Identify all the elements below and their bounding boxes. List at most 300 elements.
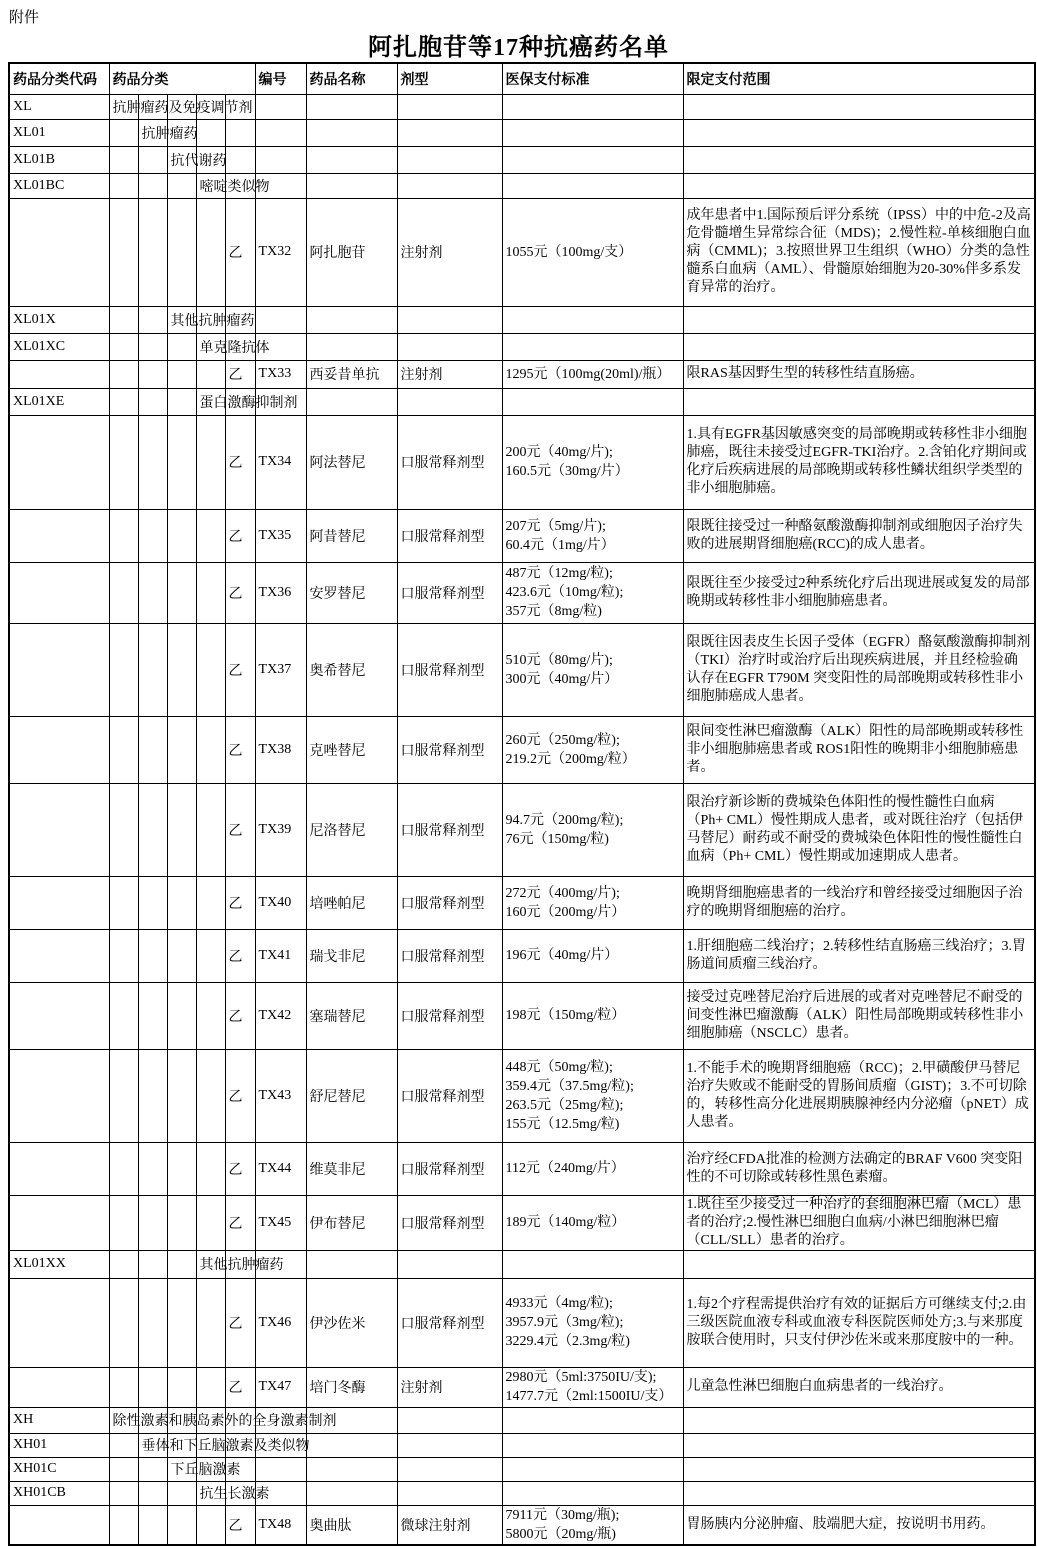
cell-class-indent (138, 1250, 167, 1278)
cell-class-indent (167, 1367, 196, 1407)
cell-drug-name: 西妥昔单抗 (306, 360, 397, 388)
cell-payment-scope (683, 119, 1035, 146)
cell-class-indent (196, 562, 225, 623)
cell-category-code: XL01B (9, 146, 109, 173)
cell-class-indent (109, 929, 138, 982)
cell-drug-name: 塞瑞替尼 (306, 982, 397, 1049)
drug-row (9, 1505, 1035, 1545)
cell-class-indent (196, 198, 225, 306)
cell-class-indent (167, 876, 196, 929)
cell-dosage-form: 口服常释剂型 (397, 1049, 502, 1142)
category-row (9, 306, 1035, 333)
cell-payment-standard: 510元（80mg/片); 300元（40mg/片） (502, 623, 683, 716)
cell-dosage-form (397, 119, 502, 146)
cell-class-indent (138, 929, 167, 982)
cell-category-code (9, 1278, 109, 1367)
cell-class-indent (138, 1142, 167, 1195)
header-payment-standard: 医保支付标准 (502, 63, 683, 94)
drug-row (9, 360, 1035, 388)
cell-pay-class: 乙 (225, 509, 255, 562)
cell-class-indent (167, 623, 196, 716)
cell-class-indent: 抗肿瘤药 (138, 119, 167, 146)
cell-dosage-form: 口服常释剂型 (397, 783, 502, 876)
cell-category-code (9, 929, 109, 982)
cell-dosage-form: 口服常释剂型 (397, 929, 502, 982)
cell-payment-standard: 7911元（30mg/瓶); 5800元（20mg/瓶) (502, 1505, 683, 1545)
cell-category-code: XL01 (9, 119, 109, 146)
cell-drug-no: TX39 (255, 783, 306, 876)
cell-class-indent: 嘧啶类似物 (196, 173, 225, 198)
cell-payment-standard (502, 1481, 683, 1505)
cell-payment-standard: 1295元（100mg(20ml)/瓶） (502, 360, 683, 388)
cell-dosage-form (397, 1481, 502, 1505)
cell-class-indent (167, 929, 196, 982)
cell-payment-standard: 260元（250mg/粒); 219.2元（200mg/粒） (502, 716, 683, 783)
cell-class-indent (109, 982, 138, 1049)
cell-class-indent (109, 1433, 138, 1457)
cell-payment-standard: 207元（5mg/片); 60.4元（1mg/片） (502, 509, 683, 562)
cell-payment-standard (502, 388, 683, 415)
cell-drug-no: TX36 (255, 562, 306, 623)
cell-class-indent (109, 1049, 138, 1142)
header-drug-name: 药品名称 (306, 63, 397, 94)
cell-payment-scope: 晚期肾细胞癌患者的一线治疗和曾经接受过细胞因子治疗的晚期肾细胞癌的治疗。 (683, 876, 1035, 929)
cell-drug-no: TX47 (255, 1367, 306, 1407)
drug-list-table (8, 62, 1036, 1546)
cell-payment-scope: 限既往因表皮生长因子受体（EGFR）酪氨酸激酶抑制剂（TKI）治疗时或治疗后出现疾病进展，并且经检验确认存在EGFR T790M 突变阳性的局部晚期或转移性非小细胞肺癌成人患者。 (683, 623, 1035, 716)
category-row (9, 1481, 1035, 1505)
cell-category-code (9, 783, 109, 876)
cell-payment-scope (683, 1481, 1035, 1505)
cell-class-indent (196, 876, 225, 929)
cell-pay-class: 乙 (225, 929, 255, 982)
cell-class-indent (109, 783, 138, 876)
cell-drug-no: TX38 (255, 716, 306, 783)
cell-drug-no: TX32 (255, 198, 306, 306)
cell-class-indent (138, 1505, 167, 1545)
cell-dosage-form (397, 1407, 502, 1433)
cell-category-code (9, 415, 109, 509)
category-row (9, 333, 1035, 360)
cell-payment-scope (683, 94, 1035, 119)
cell-class-indent: 抗生长激素 (196, 1481, 225, 1505)
cell-dosage-form: 注射剂 (397, 1367, 502, 1407)
cell-class-indent (167, 1195, 196, 1250)
cell-category-code (9, 1195, 109, 1250)
drug-row (9, 1049, 1035, 1142)
cell-drug-no: TX41 (255, 929, 306, 982)
cell-payment-scope (683, 306, 1035, 333)
drug-row (9, 1367, 1035, 1407)
cell-drug-no (255, 119, 306, 146)
cell-dosage-form: 微球注射剂 (397, 1505, 502, 1545)
cell-drug-name (306, 119, 397, 146)
cell-payment-standard: 112元（240mg/片） (502, 1142, 683, 1195)
cell-pay-class: 乙 (225, 1195, 255, 1250)
cell-category-code: XH01CB (9, 1481, 109, 1505)
cell-payment-standard: 94.7元（200mg/粒); 76元（150mg/粒) (502, 783, 683, 876)
cell-drug-name (306, 1457, 397, 1481)
cell-drug-no (255, 306, 306, 333)
cell-class-indent (138, 415, 167, 509)
cell-payment-scope: 限既往至少接受过2种系统化疗后出现进展或复发的局部晚期或转移性非小细胞肺癌患者。 (683, 562, 1035, 623)
cell-category-code (9, 1367, 109, 1407)
cell-payment-standard: 198元（150mg/粒） (502, 982, 683, 1049)
cell-drug-no: TX33 (255, 360, 306, 388)
header-row (9, 63, 1035, 94)
cell-payment-standard: 448元（50mg/粒); 359.4元（37.5mg/粒); 263.5元（25mg/粒); 155元（12.5mg/粒) (502, 1049, 683, 1142)
cell-class-indent (109, 623, 138, 716)
cell-category-code (9, 716, 109, 783)
cell-class-indent (109, 306, 138, 333)
cell-drug-no: TX44 (255, 1142, 306, 1195)
cell-drug-no (255, 146, 306, 173)
cell-payment-standard (502, 333, 683, 360)
cell-class-indent (109, 1195, 138, 1250)
cell-pay-class: 乙 (225, 783, 255, 876)
cell-dosage-form: 口服常释剂型 (397, 1195, 502, 1250)
cell-class-indent: 抗肿瘤药及免疫调节剂 (109, 94, 138, 119)
cell-class-indent (138, 1481, 167, 1505)
category-row (9, 119, 1035, 146)
drug-row (9, 623, 1035, 716)
cell-pay-class: 乙 (225, 876, 255, 929)
cell-payment-scope: 限既往接受过一种酪氨酸激酶抑制剂或细胞因子治疗失败的进展期肾细胞癌(RCC)的成人患者。 (683, 509, 1035, 562)
cell-class-indent (196, 982, 225, 1049)
cell-pay-class: 乙 (225, 1142, 255, 1195)
cell-class-indent: 抗代谢药 (167, 146, 196, 173)
header-no: 编号 (255, 63, 306, 94)
cell-class-indent (138, 509, 167, 562)
drug-row (9, 929, 1035, 982)
cell-dosage-form (397, 173, 502, 198)
page-title: 阿扎胞苷等17种抗癌药名单 (368, 35, 669, 61)
cell-class-indent (138, 360, 167, 388)
cell-drug-name (306, 1250, 397, 1278)
category-row (9, 173, 1035, 198)
cell-drug-name: 阿法替尼 (306, 415, 397, 509)
cell-class-indent (167, 982, 196, 1049)
cell-payment-scope: 1.肝细胞癌二线治疗；2.转移性结直肠癌三线治疗；3.胃肠道间质瘤三线治疗。 (683, 929, 1035, 982)
cell-pay-class: 乙 (225, 1049, 255, 1142)
cell-drug-name: 舒尼替尼 (306, 1049, 397, 1142)
cell-payment-scope (683, 388, 1035, 415)
cell-class-indent (138, 783, 167, 876)
cell-drug-name: 安罗替尼 (306, 562, 397, 623)
cell-class-indent (138, 982, 167, 1049)
cell-drug-no (255, 1457, 306, 1481)
cell-dosage-form (397, 333, 502, 360)
cell-drug-name: 克唑替尼 (306, 716, 397, 783)
cell-class-indent (109, 1367, 138, 1407)
cell-pay-class: 乙 (225, 1278, 255, 1367)
cell-drug-no: TX37 (255, 623, 306, 716)
cell-dosage-form (397, 306, 502, 333)
cell-drug-name: 奥希替尼 (306, 623, 397, 716)
category-row (9, 146, 1035, 173)
cell-class-indent (109, 1278, 138, 1367)
cell-drug-name: 培唑帕尼 (306, 876, 397, 929)
cell-category-code (9, 360, 109, 388)
cell-payment-scope (683, 333, 1035, 360)
cell-payment-standard (502, 1250, 683, 1278)
cell-pay-class: 乙 (225, 623, 255, 716)
cell-class-indent (138, 388, 167, 415)
cell-category-code: XH01 (9, 1433, 109, 1457)
cell-payment-scope: 1.具有EGFR基因敏感突变的局部晚期或转移性非小细胞肺癌，既往未接受过EGFR-TKI治疗。2.含铂化疗期间或化疗后疾病进展的局部晚期或转移性鳞状组织学类型的非小细胞肺癌。 (683, 415, 1035, 509)
cell-payment-scope (683, 146, 1035, 173)
cell-class-indent (109, 1505, 138, 1545)
cell-drug-name: 阿昔替尼 (306, 509, 397, 562)
cell-pay-class: 乙 (225, 716, 255, 783)
cell-category-code (9, 1505, 109, 1545)
cell-class-indent (167, 783, 196, 876)
cell-class-indent (138, 1278, 167, 1367)
cell-class-indent (167, 1505, 196, 1545)
drug-row (9, 1195, 1035, 1250)
cell-payment-standard (502, 173, 683, 198)
cell-class-indent (167, 388, 196, 415)
cell-class-indent (109, 198, 138, 306)
cell-dosage-form (397, 146, 502, 173)
cell-payment-scope: 限RAS基因野生型的转移性结直肠癌。 (683, 360, 1035, 388)
category-row (9, 1250, 1035, 1278)
cell-drug-name: 阿扎胞苷 (306, 198, 397, 306)
cell-dosage-form: 口服常释剂型 (397, 716, 502, 783)
cell-category-code (9, 1142, 109, 1195)
drug-row (9, 1278, 1035, 1367)
drug-row (9, 783, 1035, 876)
cell-class-indent (109, 1250, 138, 1278)
cell-category-code (9, 623, 109, 716)
cell-class-indent (167, 1250, 196, 1278)
cell-drug-name: 伊布替尼 (306, 1195, 397, 1250)
cell-payment-scope: 1.每2个疗程需提供治疗有效的证据后方可继续支付;2.由三级医院血液专科或血液专科医院医师处方;3.与来那度胺联合使用时，只支付伊沙佐米或来那度胺中的一种。 (683, 1278, 1035, 1367)
cell-drug-name: 培门冬酶 (306, 1367, 397, 1407)
cell-payment-scope: 治疗经CFDA批准的检测方法确定的BRAF V600 突变阳性的不可切除或转移性黑色素瘤。 (683, 1142, 1035, 1195)
cell-payment-standard (502, 1407, 683, 1433)
cell-class-indent (109, 146, 138, 173)
cell-class-indent (196, 119, 225, 146)
cell-drug-name (306, 306, 397, 333)
cell-dosage-form: 口服常释剂型 (397, 876, 502, 929)
cell-category-code (9, 509, 109, 562)
header-dosage-form: 剂型 (397, 63, 502, 94)
cell-class-indent (109, 1481, 138, 1505)
cell-class-indent (196, 1142, 225, 1195)
cell-drug-no: TX46 (255, 1278, 306, 1367)
cell-class-indent (167, 562, 196, 623)
cell-payment-scope: 1.既往至少接受过一种治疗的套细胞淋巴瘤（MCL）患者的治疗;2.慢性淋巴细胞白血病/小淋巴细胞淋巴瘤（CLL/SLL）患者的治疗。 (683, 1195, 1035, 1250)
cell-class-indent (167, 198, 196, 306)
cell-payment-scope (683, 1457, 1035, 1481)
cell-payment-scope (683, 1250, 1035, 1278)
cell-class-indent (167, 1278, 196, 1367)
cell-class-indent (196, 1049, 225, 1142)
cell-class-indent (138, 1195, 167, 1250)
cell-pay-class (225, 146, 255, 173)
cell-class-indent (109, 876, 138, 929)
cell-payment-standard (502, 94, 683, 119)
cell-class-indent (196, 360, 225, 388)
cell-class-indent (138, 333, 167, 360)
cell-drug-name: 伊沙佐米 (306, 1278, 397, 1367)
cell-payment-standard: 189元（140mg/粒） (502, 1195, 683, 1250)
drug-row (9, 982, 1035, 1049)
cell-dosage-form: 口服常释剂型 (397, 509, 502, 562)
category-row (9, 1407, 1035, 1433)
cell-class-indent: 下丘脑激素 (167, 1457, 196, 1481)
cell-drug-no: TX35 (255, 509, 306, 562)
cell-payment-scope: 限间变性淋巴瘤激酶（ALK）阳性的局部晚期或转移性非小细胞肺癌患者或 ROS1阳性的晚期非小细胞肺癌患者。 (683, 716, 1035, 783)
cell-dosage-form: 口服常释剂型 (397, 1142, 502, 1195)
cell-drug-name (306, 173, 397, 198)
cell-payment-scope: 限治疗新诊断的费城染色体阳性的慢性髓性白血病（Ph+ CML）慢性期成人患者，或对既往治疗（包括伊马替尼）耐药或不耐受的费城染色体阳性的慢性髓性白血病（Ph+ CML）慢性期或加速期成人患者。 (683, 783, 1035, 876)
cell-payment-scope (683, 173, 1035, 198)
cell-class-indent (167, 1049, 196, 1142)
drug-row (9, 198, 1035, 306)
cell-class-indent (167, 716, 196, 783)
cell-class-indent (109, 509, 138, 562)
cell-class-indent (167, 360, 196, 388)
cell-drug-no: TX34 (255, 415, 306, 509)
cell-category-code (9, 876, 109, 929)
cell-payment-standard (502, 119, 683, 146)
cell-class-indent (167, 333, 196, 360)
cell-class-indent (138, 306, 167, 333)
cell-drug-name (306, 388, 397, 415)
drug-row (9, 509, 1035, 562)
cell-payment-standard: 196元（40mg/片） (502, 929, 683, 982)
cell-drug-name: 尼洛替尼 (306, 783, 397, 876)
cell-class-indent (109, 360, 138, 388)
cell-class-indent (109, 1457, 138, 1481)
cell-dosage-form (397, 94, 502, 119)
cell-class-indent (109, 716, 138, 783)
cell-pay-class: 乙 (225, 360, 255, 388)
cell-pay-class: 乙 (225, 198, 255, 306)
cell-class-indent (196, 509, 225, 562)
cell-class-indent: 除性激素和胰岛素外的全身激素制剂 (109, 1407, 138, 1433)
cell-class-indent (109, 562, 138, 623)
cell-drug-name (306, 146, 397, 173)
cell-payment-standard: 487元（12mg/粒); 423.6元（10mg/粒); 357元（8mg/粒) (502, 562, 683, 623)
cell-pay-class: 乙 (225, 1505, 255, 1545)
cell-class-indent: 蛋白激酶抑制剂 (196, 388, 225, 415)
cell-pay-class: 乙 (225, 1367, 255, 1407)
cell-payment-standard (502, 146, 683, 173)
cell-class-indent (196, 1278, 225, 1367)
drug-row (9, 415, 1035, 509)
cell-class-indent (138, 623, 167, 716)
cell-class-indent (167, 173, 196, 198)
cell-category-code: XL01XC (9, 333, 109, 360)
cell-class-indent (196, 783, 225, 876)
cell-payment-scope (683, 1433, 1035, 1457)
cell-dosage-form (397, 1433, 502, 1457)
cell-drug-no (255, 94, 306, 119)
drug-row (9, 876, 1035, 929)
cell-payment-standard (502, 1433, 683, 1457)
cell-drug-name (306, 1433, 397, 1457)
cell-payment-scope: 胃肠胰内分泌肿瘤、肢端肥大症，按说明书用药。 (683, 1505, 1035, 1545)
cell-payment-standard: 272元（400mg/片); 160元（200mg/片） (502, 876, 683, 929)
cell-payment-scope: 儿童急性淋巴细胞白血病患者的一线治疗。 (683, 1367, 1035, 1407)
cell-class-indent (109, 415, 138, 509)
category-row (9, 94, 1035, 119)
cell-class-indent (196, 1505, 225, 1545)
cell-payment-scope: 接受过克唑替尼治疗后进展的或者对克唑替尼不耐受的间变性淋巴瘤激酶（ALK）阳性局部晚期或转移性非小细胞肺癌（NSCLC）患者。 (683, 982, 1035, 1049)
cell-payment-scope: 成年患者中1.国际预后评分系统（IPSS）中的中危-2及高危骨髓增生异常综合征（MDS)；2.慢性粒-单核细胞白血病（CMML)；3.按照世界卫生组织（WHO）分类的急性髓系白血病（AML）、骨髓原始细胞为20-30%伴多系发育异常的治疗。 (683, 198, 1035, 306)
cell-dosage-form (397, 1250, 502, 1278)
cell-class-indent (138, 173, 167, 198)
category-row (9, 388, 1035, 415)
cell-class-indent (138, 716, 167, 783)
drug-row (9, 1142, 1035, 1195)
cell-class-indent (196, 623, 225, 716)
cell-category-code: XL01XX (9, 1250, 109, 1278)
cell-pay-class: 乙 (225, 415, 255, 509)
cell-payment-standard: 2980元（5ml:3750IU/支); 1477.7元（2ml:1500IU/支） (502, 1367, 683, 1407)
cell-dosage-form: 口服常释剂型 (397, 415, 502, 509)
cell-category-code: XL (9, 94, 109, 119)
cell-payment-standard (502, 306, 683, 333)
cell-class-indent (167, 509, 196, 562)
cell-class-indent (196, 415, 225, 509)
cell-drug-name: 瑞戈非尼 (306, 929, 397, 982)
cell-category-code (9, 982, 109, 1049)
cell-pay-class (225, 119, 255, 146)
cell-category-code: XL01XE (9, 388, 109, 415)
cell-drug-no: TX43 (255, 1049, 306, 1142)
cell-drug-no: TX48 (255, 1505, 306, 1545)
cell-dosage-form (397, 388, 502, 415)
cell-class-indent (109, 1142, 138, 1195)
cell-category-code (9, 198, 109, 306)
cell-class-indent (138, 1367, 167, 1407)
cell-dosage-form: 口服常释剂型 (397, 623, 502, 716)
cell-class-indent (196, 1195, 225, 1250)
cell-class-indent (109, 173, 138, 198)
cell-category-code: XH01C (9, 1457, 109, 1481)
cell-drug-name: 奥曲肽 (306, 1505, 397, 1545)
cell-category-code: XH (9, 1407, 109, 1433)
cell-class-indent (167, 1142, 196, 1195)
cell-class-indent (138, 1049, 167, 1142)
cell-class-indent (167, 1481, 196, 1505)
header-category: 药品分类 (109, 63, 255, 94)
cell-drug-name: 维莫非尼 (306, 1142, 397, 1195)
header-payment-scope: 限定支付范围 (683, 63, 1035, 94)
cell-drug-name (306, 333, 397, 360)
cell-class-indent (138, 146, 167, 173)
cell-dosage-form (397, 1457, 502, 1481)
cell-class-indent (196, 716, 225, 783)
cell-class-indent (167, 415, 196, 509)
cell-class-indent (196, 1367, 225, 1407)
cell-drug-no: TX45 (255, 1195, 306, 1250)
cell-drug-no: TX42 (255, 982, 306, 1049)
cell-class-indent (138, 1457, 167, 1481)
cell-category-code: XL01BC (9, 173, 109, 198)
cell-drug-no: TX40 (255, 876, 306, 929)
category-row (9, 1433, 1035, 1457)
cell-dosage-form: 口服常释剂型 (397, 562, 502, 623)
cell-category-code: XL01X (9, 306, 109, 333)
cell-class-indent: 其他抗肿瘤药 (167, 306, 196, 333)
cell-class-indent (138, 876, 167, 929)
cell-payment-standard: 200元（40mg/片); 160.5元（30mg/片） (502, 415, 683, 509)
